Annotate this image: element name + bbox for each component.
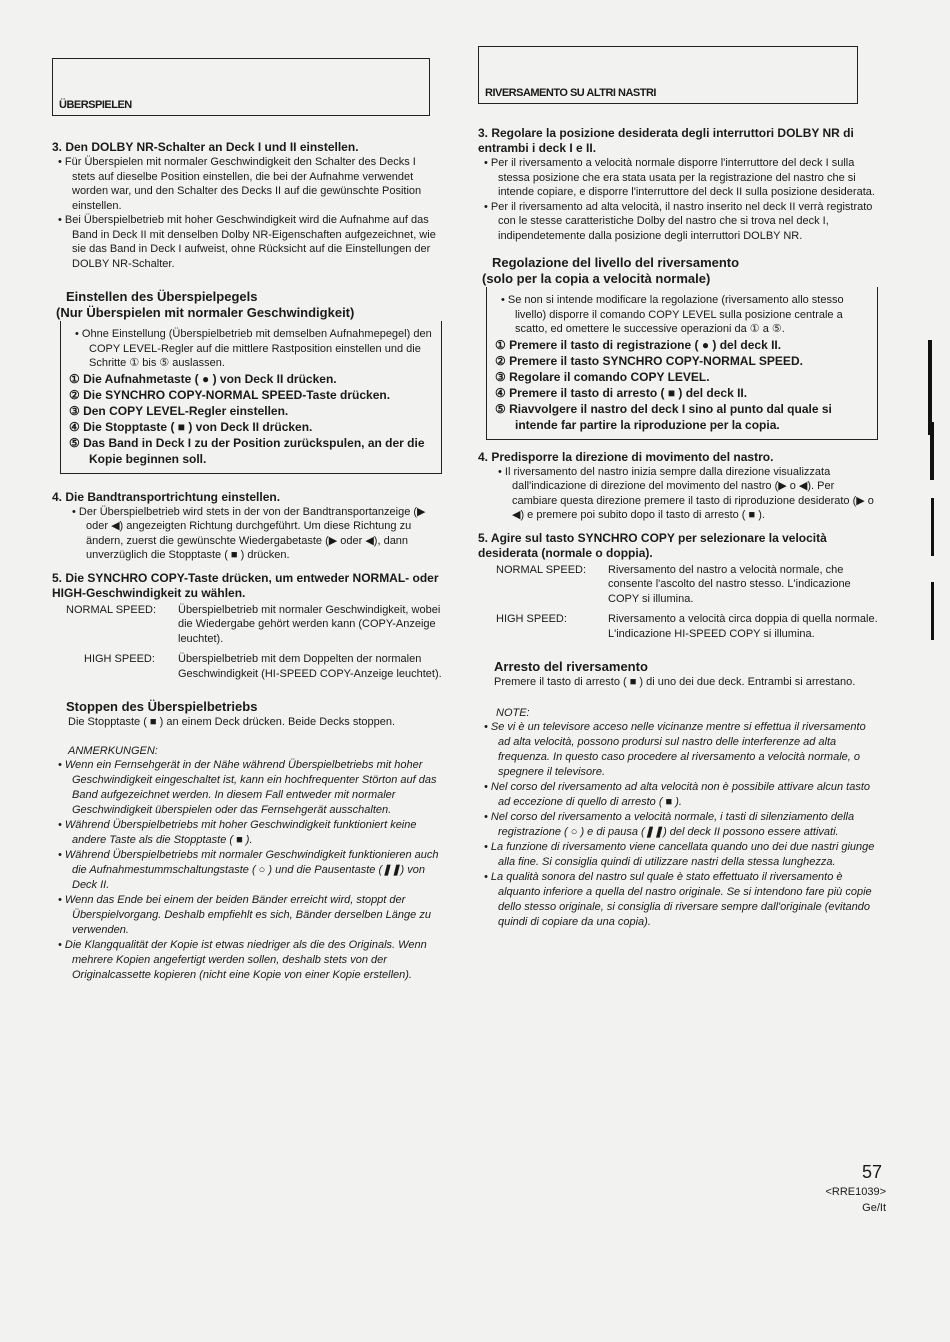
step-4-heading: 4. Die Bandtransportrichtung einstellen. (52, 489, 281, 504)
step-4-heading: 4. Predisporre la direzione di movimento del nastro. (478, 449, 774, 464)
stop-text: Premere il tasto di arresto ( ■ ) di uno dei due deck. Entrambi si arrestano. (494, 676, 856, 688)
speed-row: NORMAL SPEED: Überspielbetrieb mit normaler Geschwindigkeit, wobei die Wiedergabe gehört werden kann (COPY-Anzeige leuchtet). (66, 603, 441, 645)
page-number: 57 (862, 1162, 883, 1182)
level-subtitle: (Nur Überspielen mit normaler Geschwindigkeit) (56, 305, 355, 320)
section-header-box (478, 46, 858, 104)
level-step: ② Die SYNCHRO COPY-NORMAL SPEED-Taste drücken. (69, 387, 391, 402)
note-item: • Wenn das Ende bei einem der beiden Bänder erreicht wird, stoppt der Überspielvorgang. Deshalb empfiehlt es sich, Bänder derselben Länge zu verwenden. (58, 893, 431, 936)
section-header: ÜBERSPIELEN (59, 99, 132, 111)
language-code: Ge/It (862, 1202, 886, 1214)
level-title: Einstellen des Überspielpegels (66, 289, 258, 304)
stop-text: Die Stopptaste ( ■ ) an einem Deck drücken. Beide Decks stoppen. (68, 716, 396, 728)
stop-title: Arresto del riversamento (494, 659, 648, 674)
note-item: • Während Überspielbetriebs mit normaler Geschwindigkeit funktionieren auch die Aufnahmestummschaltungstaste ( ○ ) und die Pausentaste (❚❚) von Deck II. (58, 848, 439, 891)
level-step: ④ Premere il tasto di arresto ( ■ ) del deck II. (495, 385, 748, 400)
bullet-item: • Der Überspielbetrieb wird stets in der von der Bandtransportanzeige (▶ oder ◀) angezeigten Richtung durchgeführt. Um diese Richtung zu ändern, zuerst die gewünschte Wiedergabetaste (▶ oder ◀), dann unverzüglich die Stopptaste ( ■ ) drücken. (72, 505, 426, 561)
margin-bar (928, 340, 932, 435)
right-column (478, 126, 878, 930)
note-item: • Nel corso del riversamento a velocità normale, i tasti di silenziamento della registrazione ( ○ ) e di pausa (❚❚) del deck II possono essere attivati. (484, 810, 855, 838)
notes-title: NOTE: (496, 706, 530, 719)
level-subtitle: (solo per la copia a velocità normale) (482, 271, 711, 286)
bullet-item: • Ohne Einstellung (Überspielbetrieb mit demselben Aufnahmepegel) den COPY LEVEL-Regler auf die mittlere Rastposition einstellen und die Schritte ① bis ⑤ auslassen. (75, 328, 432, 369)
note-item: • Die Klangqualität der Kopie ist etwas niedriger als die des Originals. Wenn mehrere Kopien angefertigt werden sollen, deshalb stets von der Originalcassette kopieren (nicht eine Kopie von einer Kopie erstellen). (58, 938, 427, 981)
level-box (486, 287, 878, 440)
level-box (60, 321, 442, 474)
margin-bar (930, 422, 934, 480)
note-item: • Während Überspielbetriebs mit hoher Geschwindigkeit funktioniert keine andere Taste als die Stopptaste ( ■ ). (58, 818, 417, 846)
level-step: ⑤ Riavvolgere il nastro del deck I sino al punto dal quale si intende far partire la riproduzione per la copia. (495, 401, 832, 432)
document-code: <RRE1039> (825, 1186, 886, 1198)
note-item: • Se vi è un televisore acceso nelle vicinanze mentre si effettua il riversamento ad alta velocità, possono prodursi sul nastro delle interferenze ad alta frequenza. In questo caso procedere al riversamento a velocità normale, o spegnere il televisore. (484, 720, 866, 778)
left-column (52, 140, 442, 983)
step-3-heading: 3. Regolare la posizione desiderata degli interruttori DOLBY NR di entrambi i deck I e II. (478, 126, 854, 155)
level-title: Regolazione del livello del riversamento (492, 255, 740, 270)
section-header-box (52, 58, 430, 116)
stop-title: Stoppen des Überspielbetriebs (66, 699, 258, 714)
speed-row: HIGH SPEED: Überspielbetrieb mit dem Doppelten der normalen Geschwindigkeit (HI-SPEED COPY-Anzeige leuchtet). (84, 653, 442, 680)
step-5-heading: 5. Die SYNCHRO COPY-Taste drücken, um entweder NORMAL- oder HIGH-Geschwindigkeit zu wählen. (52, 570, 439, 600)
note-item: • Nel corso del riversamento ad alta velocità non è possibile attivare alcun tasto ad eccezione di quello di arresto ( ■ ). (484, 780, 871, 808)
level-step: ⑤ Das Band in Deck I zu der Position zurückspulen, an der die Kopie beginnen soll. (69, 435, 425, 466)
note-item: • Wenn ein Fernsehgerät in der Nähe während Überspielbetriebs mit hoher Geschwindigkeit eingeschaltet ist, kann ein hochfrequenter Störton auf das Band aufgezeichnet werden. In diesem Fall entweder mit normaler Geschwindigkeit überspielen oder das Fernsehgerät ausschalten. (58, 758, 437, 816)
bullet-item: • Il riversamento del nastro inizia sempre dalla direzione visualizzata dall'indicazione di direzione del movimento del nastro (▶ o ◀). Per cambiare questa direzione premere il tasto di riproduzione desiderato (▶ o ◀) e premere poi subito dopo il tasto di arresto ( ■ ). (498, 465, 874, 521)
level-step: ③ Den COPY LEVEL-Regler einstellen. (69, 403, 289, 418)
level-step: ① Premere il tasto di registrazione ( ● ) del deck II. (495, 337, 782, 352)
section-header: RIVERSAMENTO SU ALTRI NASTRI (485, 87, 656, 99)
level-step: ③ Regolare il comando COPY LEVEL. (495, 369, 710, 384)
bullet-item: • Per il riversamento ad alta velocità, il nastro inserito nel deck II verrà registrato con le stesse caratteristiche Dolby del nastro che si trova nel deck I, indipendetemente dalla posizione degli interruttori DOLBY NR. (484, 200, 873, 242)
margin-bar (931, 582, 934, 640)
bullet-item: • Se non si intende modificare la regolazione (riversamento allo stesso livello) disporre il comando COPY LEVEL sulla posizione centrale a scatto, ed omettere le successive operazioni da ① a ⑤. (501, 294, 844, 335)
margin-bar (931, 498, 934, 556)
bullet-item: • Für Überspielen mit normaler Geschwindigkeit den Schalter des Decks I stets auf dieselbe Position einstellen, die bei der Aufnahme verwendet worden war, und den Schalter des Decks II auf die gewünschte Position einstellen. (58, 156, 422, 212)
note-item: • La qualità sonora del nastro sul quale è stato effettuato il riversamento è alquanto inferiore a quella del nastro originale. Se si intendono fare più copie dello stesso originale, si consiglia di riversare sempre dall'originale (evitando quindi di copiare da una copia). (484, 870, 872, 928)
bullet-item: • Bei Überspielbetrieb mit hoher Geschwindigkeit wird die Aufnahme auf das Band in Deck II mit denselben Dolby NR-Eigenschaften aufgezeichnet, wie sie das Band in Deck I aufweist, ohne Rücksicht auf die Einstellungen der DOLBY NR-Schalter. (58, 214, 436, 270)
speed-row: HIGH SPEED: Riversamento a velocità circa doppia di quella normale. L'indicazione HI-SPEED COPY si illumina. (496, 613, 878, 640)
level-step: ② Premere il tasto SYNCHRO COPY-NORMAL SPEED. (495, 353, 803, 368)
speed-row: NORMAL SPEED: Riversamento del nastro a velocità normale, che consente l'ascolto del nastro stesso. L'indicazione COPY si illumina. (496, 563, 851, 605)
bullet-item: • Per il riversamento a velocità normale disporre l'interruttore del deck I sulla stessa posizione che era stata usata per la registrazione del nastro che si intende copiare, e disporre l'interruttore del deck II sulla posizione desiderata. (484, 157, 875, 198)
level-step: ④ Die Stopptaste ( ■ ) von Deck II drücken. (69, 419, 313, 434)
note-item: • La funzione di riversamento viene cancellata quando uno dei due nastri giunge alla fine. Si consiglia quindi di utilizzare nastri della stessa lunghezza. (484, 840, 875, 868)
step-5-heading: 5. Agire sul tasto SYNCHRO COPY per selezionare la velocità desiderata (normale o doppia). (478, 530, 827, 560)
level-step: ① Die Aufnahmetaste ( ● ) von Deck II drücken. (69, 371, 337, 386)
notes-title: ANMERKUNGEN: (68, 744, 158, 757)
step-3-heading: 3. Den DOLBY NR-Schalter an Deck I und II einstellen. (52, 140, 359, 154)
